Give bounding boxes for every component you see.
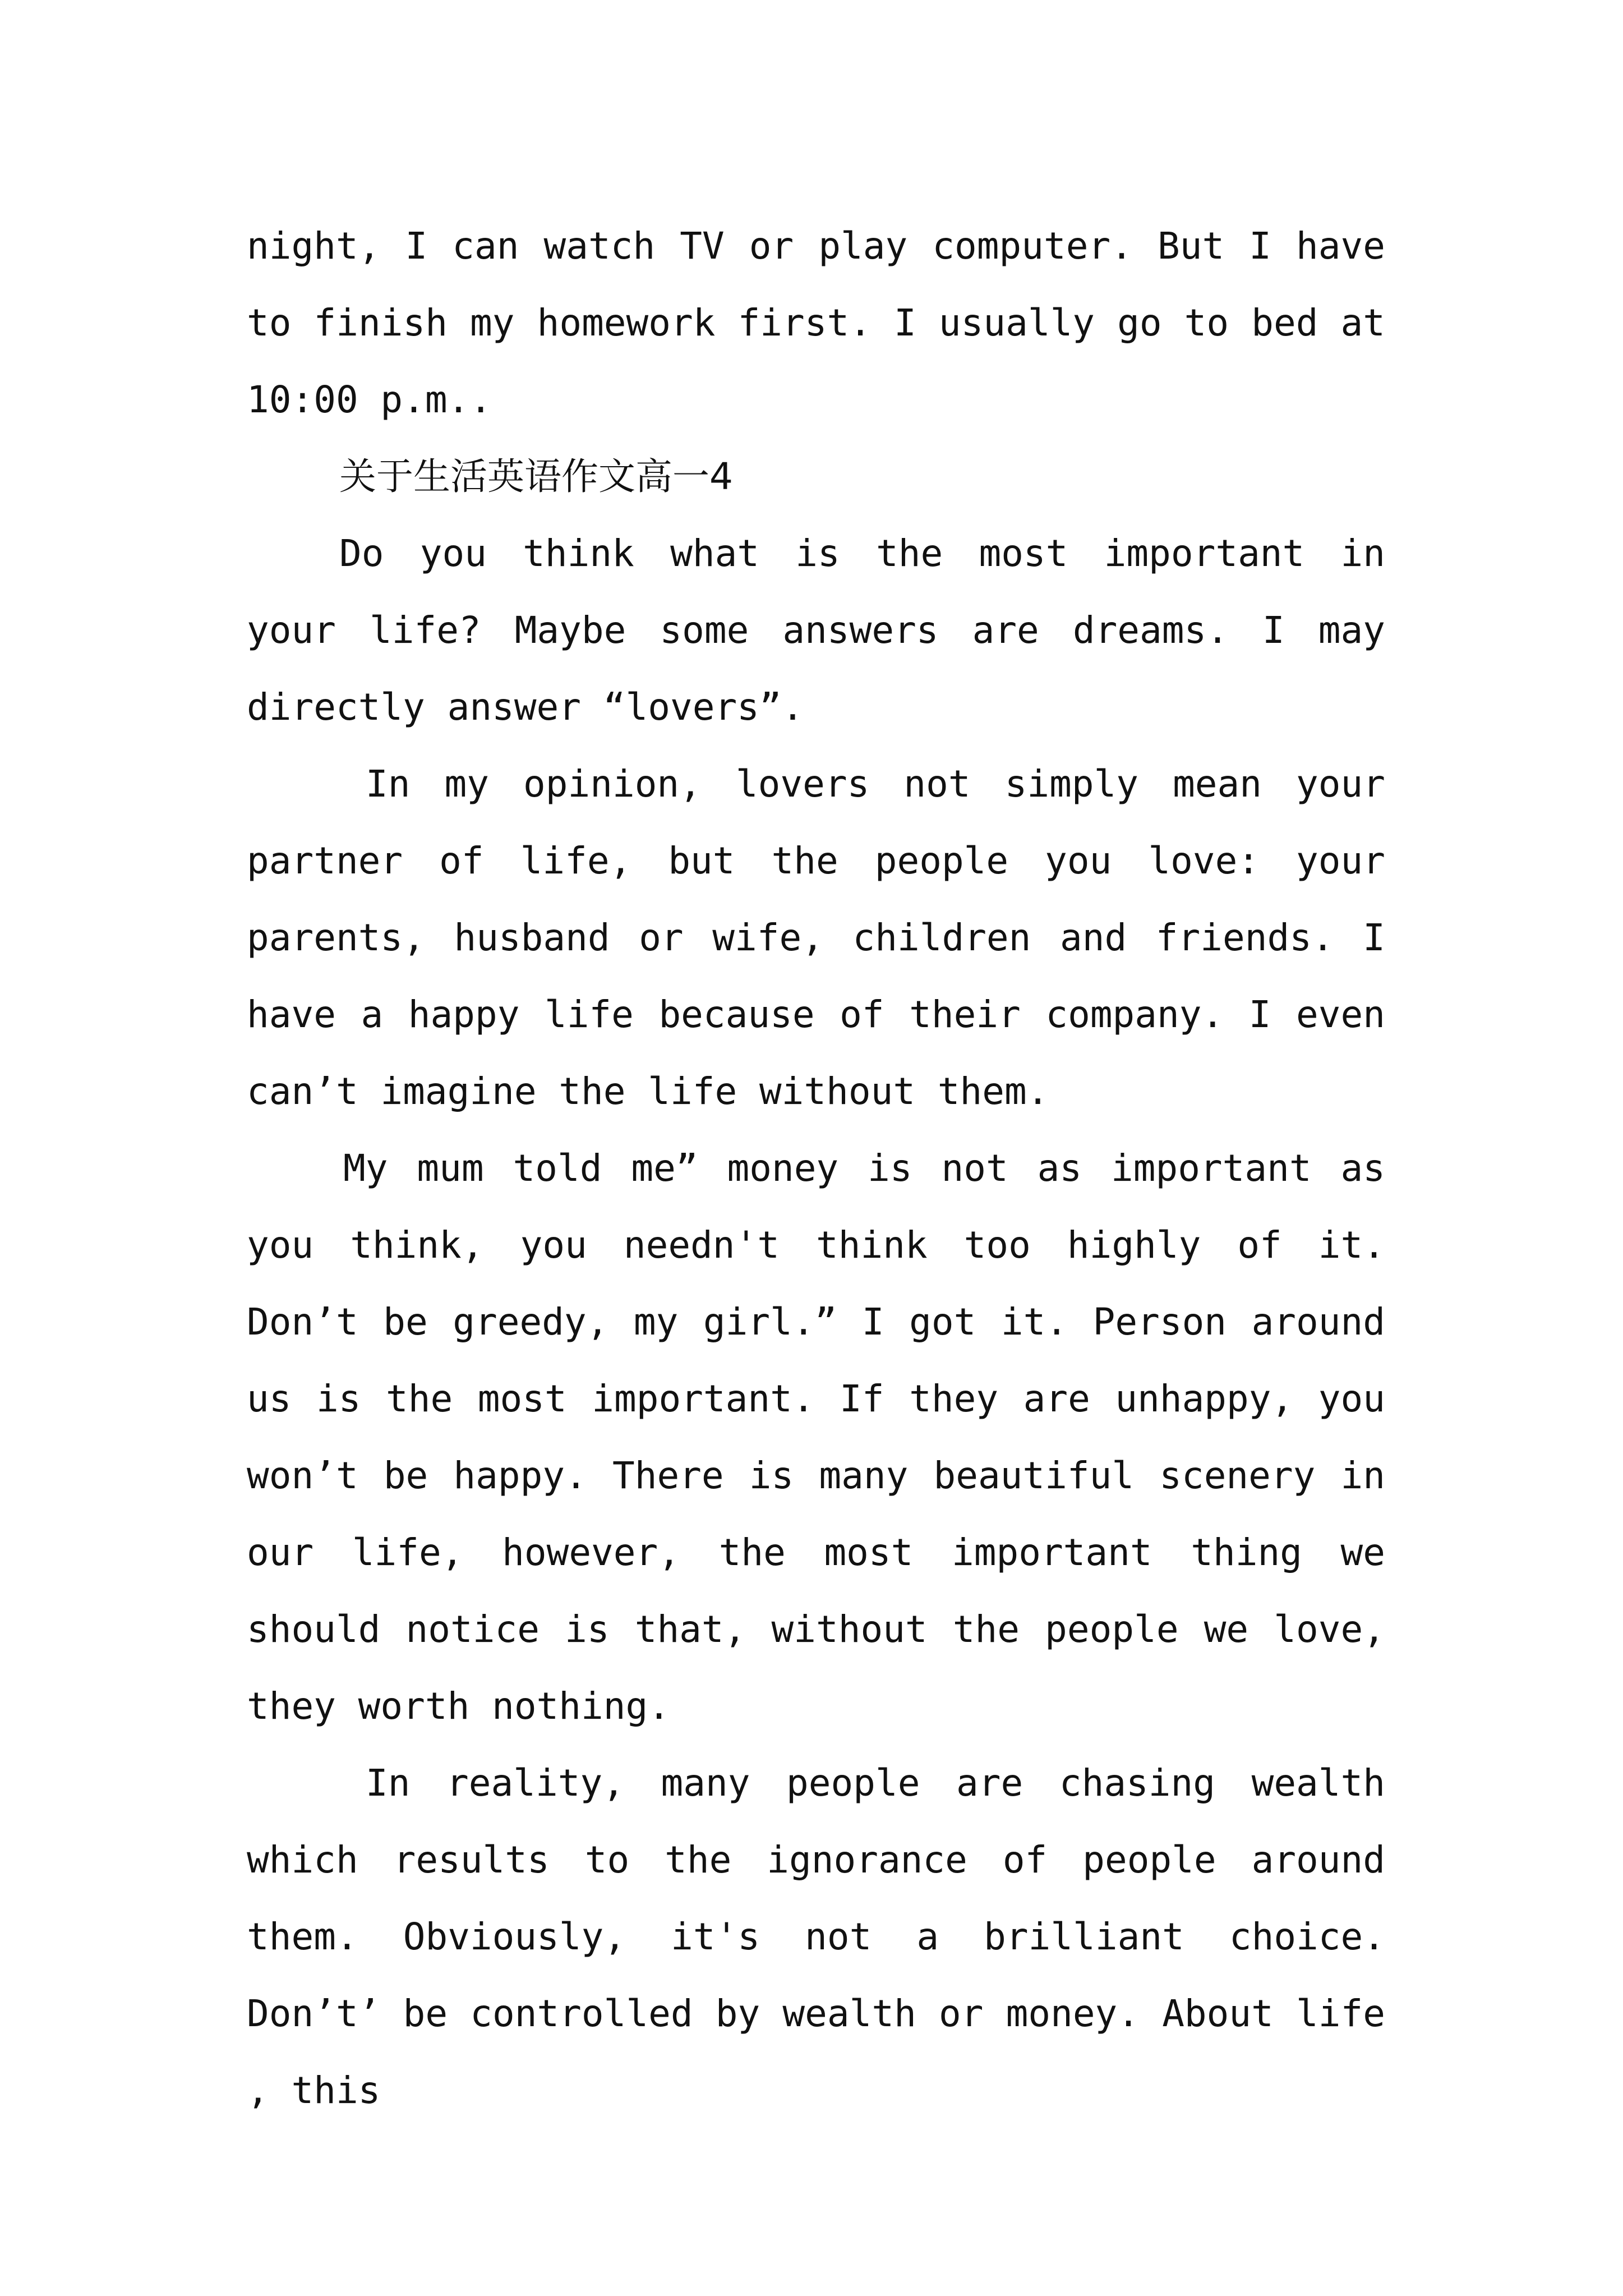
paragraph-mum-quote: My mum told me” money is not as important as you think, you needn't think too highly of it. Don’t be greedy, my girl.” I got it. Person around us is the most important. If they are unhappy, you won’t be happy. There is many beautiful scenery in our life, however, the most important thing we should notice is that, without the people we love, they worth nothing. xyxy=(247,1147,1385,1728)
section-heading: 关于生活英语作文高一4 xyxy=(339,455,733,498)
document-body xyxy=(247,208,1385,2129)
paragraph-opinion: In my opinion, lovers not simply mean your partner of life, but the people you love: your parents, husband or wife, children and friends. I have a happy life because of their company. I even can’t imagine the life without them. xyxy=(247,762,1385,1113)
paragraph-intro: Do you think what is the most important in your life? Maybe some answers are dreams. I may directly answer “lovers”. xyxy=(247,532,1385,729)
paragraph-continuation: night, I can watch TV or play computer. But I have to finish my homework first. I usually go to bed at 10:00 p.m.. xyxy=(247,224,1385,421)
paragraph-reality: In reality, many people are chasing wealth which results to the ignorance of people around them. Obviously, it's not a brilliant choice. Don’t’ be controlled by wealth or money. About life , this xyxy=(247,1761,1385,2112)
